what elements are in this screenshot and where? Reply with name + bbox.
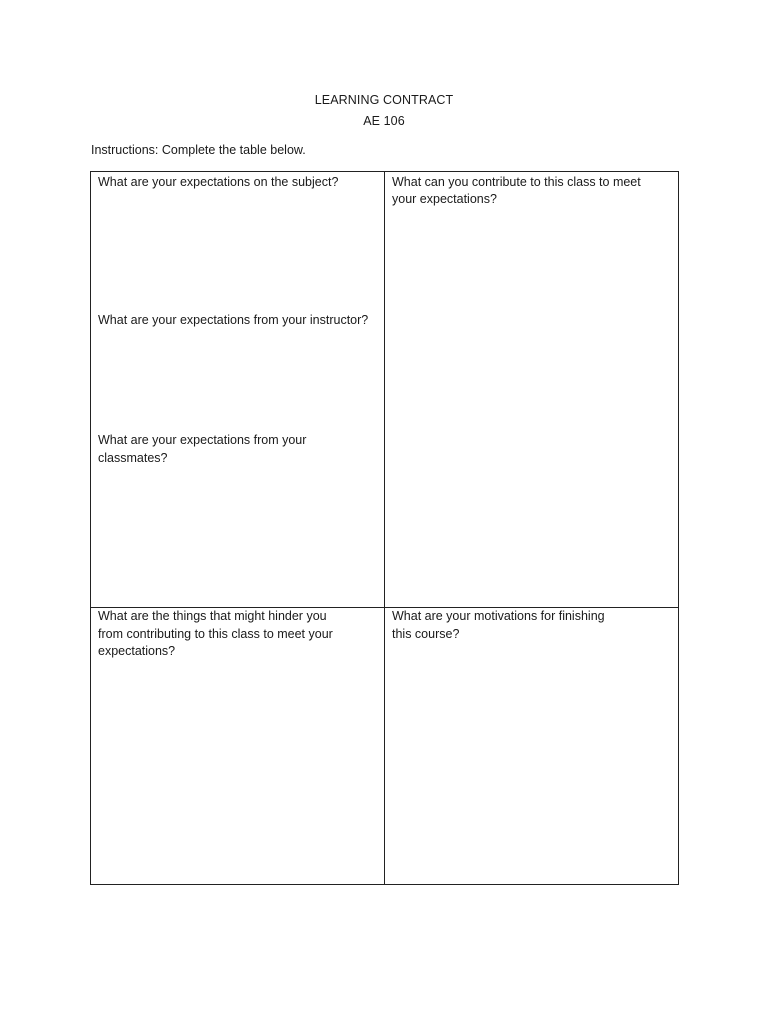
- question-motivations-line1: What are your motivations for finishing: [392, 609, 605, 623]
- question-motivations-line2: this course?: [392, 627, 460, 641]
- column-divider: [384, 172, 385, 884]
- question-expectations-instructor: What are your expectations from your instructor?: [98, 313, 369, 327]
- question-hinder-line3: expectations?: [98, 644, 176, 658]
- instructions-text: Instructions: Complete the table below.: [91, 143, 306, 157]
- course-code: AE 106: [363, 114, 405, 128]
- question-hinder-line2: from contributing to this class to meet your: [98, 627, 333, 641]
- question-contribute-line1: What can you contribute to this class to meet: [392, 175, 641, 189]
- question-expectations-classmates-line2: classmates?: [98, 451, 168, 465]
- contract-table: [90, 171, 679, 885]
- question-contribute-line2: your expectations?: [392, 192, 497, 206]
- document-title: LEARNING CONTRACT: [314, 93, 454, 107]
- question-expectations-subject: What are your expectations on the subject?: [98, 175, 339, 189]
- question-hinder-line1: What are the things that might hinder you: [98, 609, 327, 623]
- question-expectations-classmates-line1: What are your expectations from your: [98, 433, 307, 447]
